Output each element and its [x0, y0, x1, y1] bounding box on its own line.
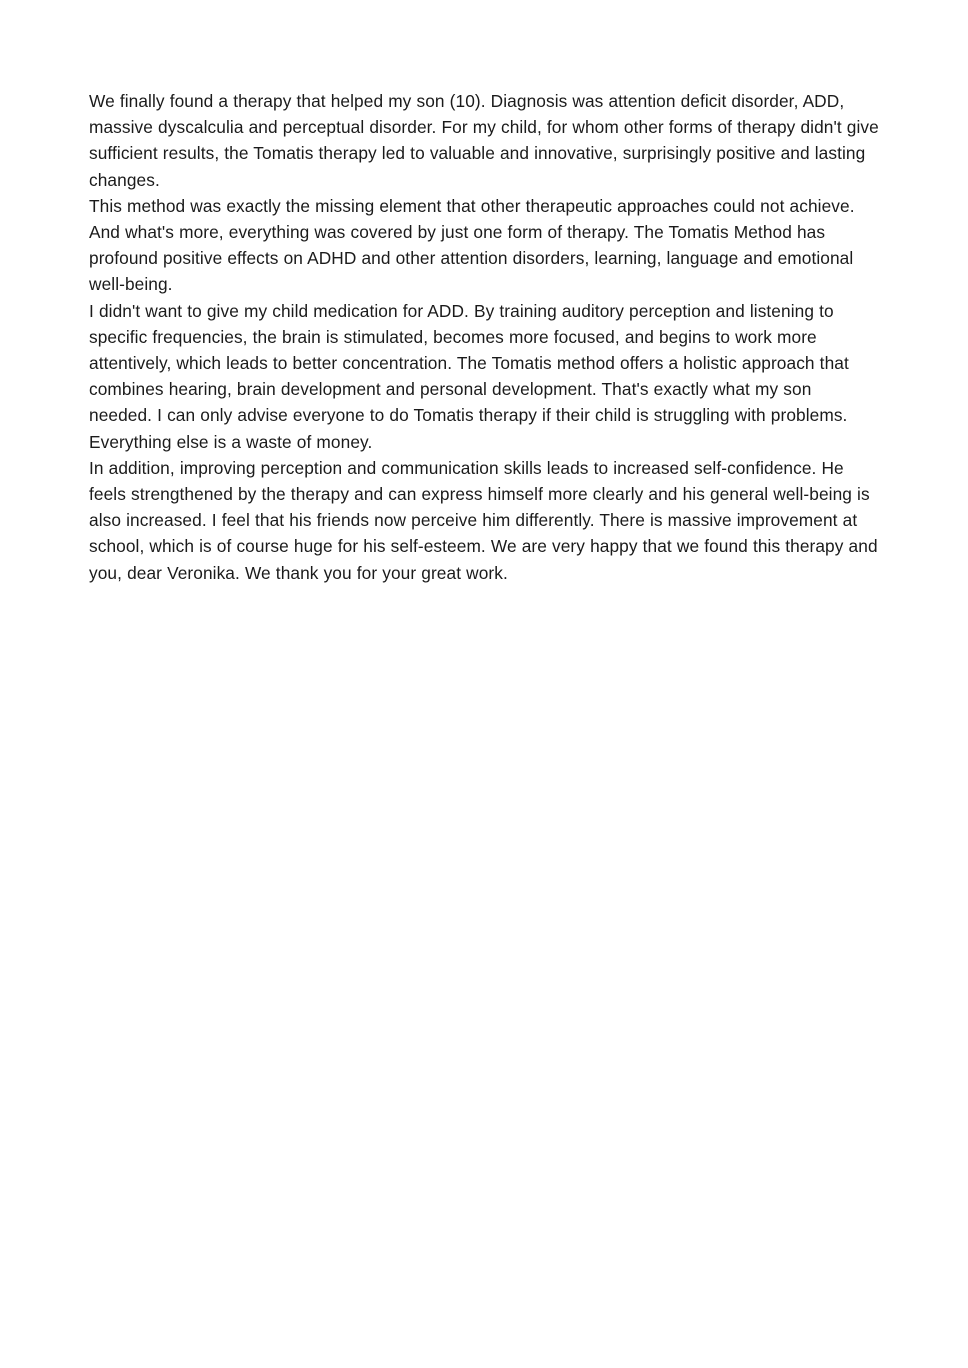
- paragraph: I didn't want to give my child medication for ADD. By training auditory perception and listening to specific frequencies, the brain is stimulated, becomes more focused, and begins to work more attentively, which leads to better concentration. The Tomatis method offers a holistic approach that combines hearing, brain development and personal development. That's exactly what my son needed. I can only advise everyone to do Tomatis therapy if their child is struggling with problems. Everything else is a waste of money.: [89, 300, 849, 452]
- document-text-body: [89, 88, 879, 586]
- paragraph: We finally found a therapy that helped my son (10). Diagnosis was attention deficit disorder, ADD, massive dyscalculia and perceptual disorder. For my child, for whom other forms of therapy didn't give sufficient results, the Tomatis therapy led to valuable and innovative, surprisingly positive and lasting changes.: [89, 91, 879, 190]
- paragraph: In addition, improving perception and communication skills leads to increased self-confidence. He feels strengthened by the therapy and can express himself more clearly and his general well-being is also increased. I feel that his friends now perceive him differently. There is massive improvement at school, which is of course huge for his self-esteem. We are very happy that we found this therapy and you, dear Veronika. We thank you for your great work.: [89, 457, 878, 583]
- paragraph: This method was exactly the missing element that other therapeutic approaches could not achieve. And what's more, everything was covered by just one form of therapy. The Tomatis Method has profound positive effects on ADHD and other attention disorders, learning, language and emotional well-being.: [89, 195, 855, 295]
